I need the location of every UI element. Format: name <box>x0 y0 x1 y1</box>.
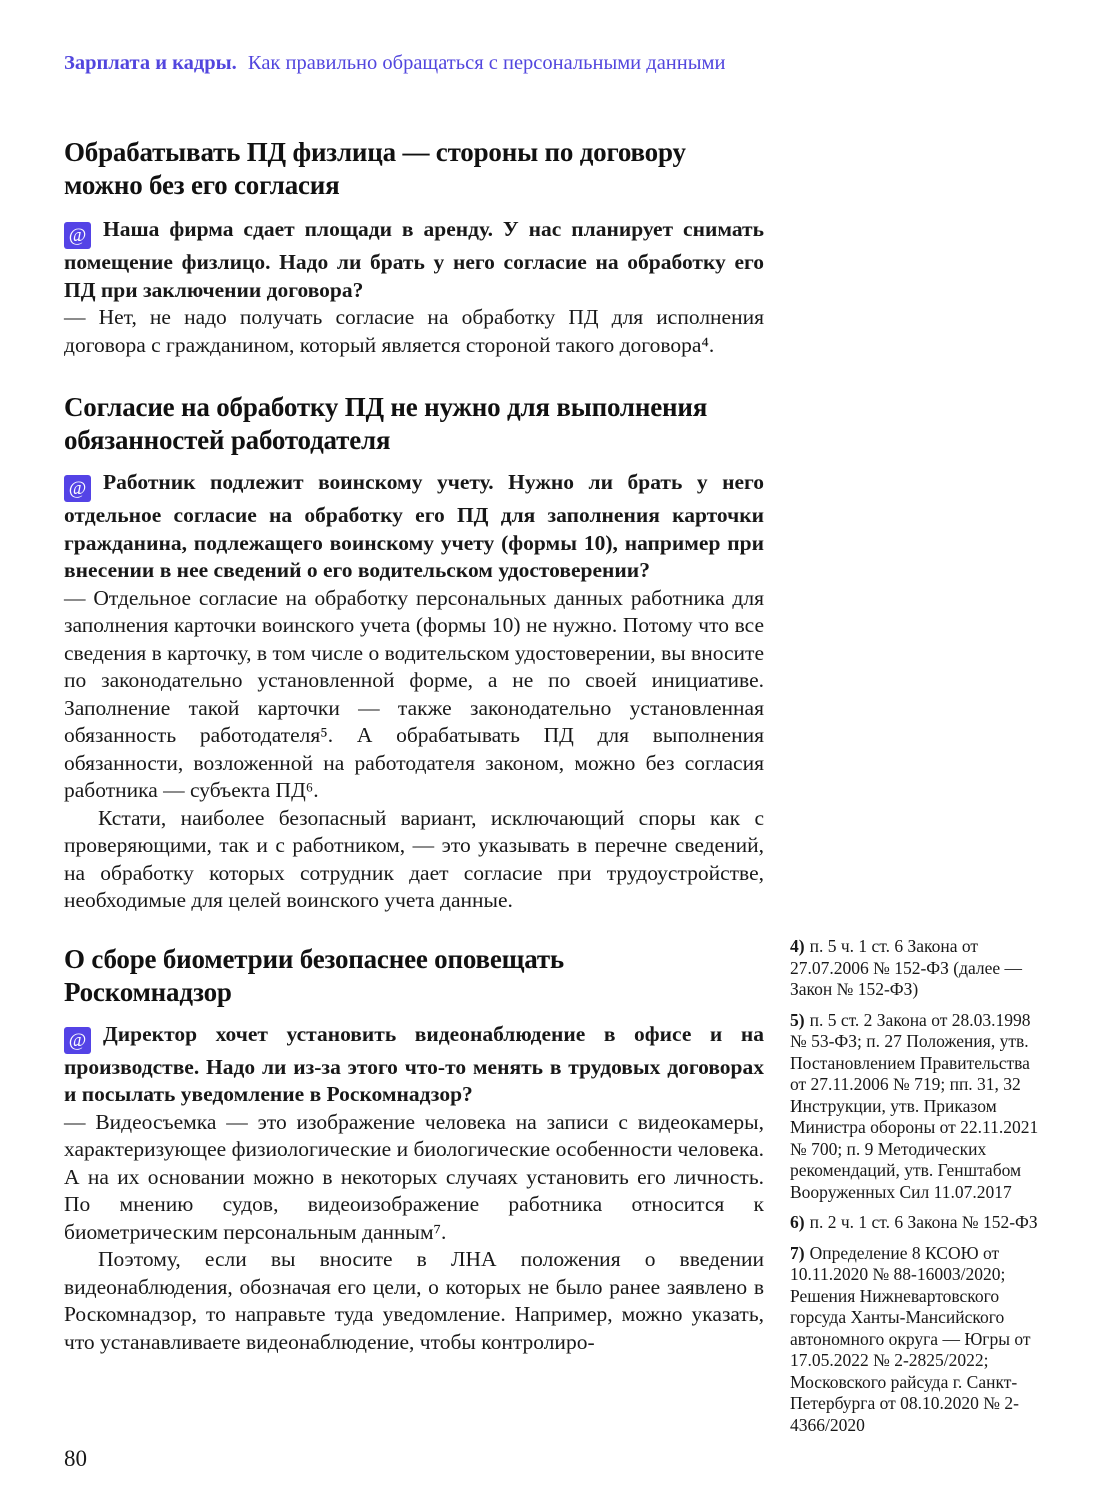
running-head-section: Зарплата и кадры. <box>64 52 237 74</box>
answer-3-extra: Поэтому, если вы вносите в ЛНА положения о введении видеонаблюдения, обозначая его цели, о которых не было ранее заявлено в Роскомнадзор, то направьте туда уведомление. Например, можно указать, что устанавливаете видеонаблюдение, чтобы контролиро- <box>64 1247 764 1354</box>
main-column <box>64 136 764 1356</box>
footnote-6-text: п. 2 ч. 1 ст. 6 Закона № 152-ФЗ <box>809 1212 1038 1232</box>
footnote-4-number: 4) <box>790 936 805 956</box>
question-2-text: Работник подлежит воинскому учету. Нужно ли брать у него отдельное согласие на обработку его ПД для заполнения карточки гражданина, подлежащего воинскому учету (формы 10), например при внесении в нее сведений о его водительском удостоверении? <box>64 470 764 582</box>
footnotes-sidebar <box>790 936 1048 1445</box>
section-heading-3: О сборе биометрии безопаснее оповещать Роскомнадзор <box>64 943 564 1007</box>
footnote-4-text: п. 5 ч. 1 ст. 6 Закона от 27.07.2006 № 152-ФЗ (далее — Закон № 152-ФЗ) <box>790 936 1023 999</box>
answer-2-extra: Кстати, наиболее безопасный вариант, исключающий споры как с проверяющими, так и с работником, — это указывать в перечне сведений, на обработку которых сотрудник дает согласие при трудоустройстве, необходимые для целей воинского учета данные. <box>64 805 764 912</box>
question-3 <box>64 1021 764 1109</box>
at-icon: @ <box>64 222 91 249</box>
answer-2: — Отдельное согласие на обработку персональных данных работника для заполнения карточки воинского учета (формы 10) не нужно. Потому что все сведения в карточку, в том числе о водительском удостоверении, вы вносите по законодательно установленной форме, а не по своей инициативе. Заполнение такой карточки — также законодательно установленная обязанность работодателя⁵. А обрабатывать ПД для выполнения обязанности, возложенной на работодателя законом, можно без согласия работника — субъекта ПД⁶. <box>64 585 764 802</box>
question-3-text: Директор хочет установить видеонаблюдение в офисе и на производстве. Надо ли из-за этого что-то менять в трудовых договорах и посылать уведомление в Роскомнадзор? <box>64 1021 764 1106</box>
running-head-subtitle: Как правильно обращаться с персональными данными <box>247 52 726 74</box>
footnote-5 <box>790 1010 1048 1204</box>
footnote-6 <box>790 1212 1048 1234</box>
section-heading-2: Согласие на обработку ПД не нужно для выполнения обязанностей работодателя <box>64 392 708 455</box>
footnote-5-number: 5) <box>790 1009 805 1030</box>
page-number: 80 <box>64 1446 87 1471</box>
question-1-text: Наша фирма сдает площади в аренду. У нас планирует снимать помещение физлицо. Надо ли брать у него согласие на обработку его ПД при заключении договора? <box>64 217 764 302</box>
footnote-7-number: 7) <box>790 1242 805 1263</box>
section-heading-1: Обрабатывать ПД физлица — стороны по договору можно без его согласия <box>64 137 686 200</box>
at-icon: @ <box>64 475 91 502</box>
question-2 <box>64 469 764 585</box>
footnote-7 <box>790 1243 1048 1437</box>
answer-1: — Нет, не надо получать согласие на обработку ПД для исполнения договора с гражданином, который является стороной такого договора⁴. <box>64 305 764 357</box>
footnote-5-text: п. 5 ст. 2 Закона от 28.03.1998 № 53-ФЗ; п. 27 Положения, утв. Постановлением Правительства от 27.11.2006 № 719; пп. 31, 32 Инструкции, утв. Приказом Министра обороны от 22.11.2021 № 700; п. 9 Методических рекомендаций, утв. Генштабом Вооруженных Сил 11.07.2017 <box>790 1009 1039 1202</box>
footnote-6-number: 6) <box>790 1212 805 1232</box>
running-head <box>64 50 1044 76</box>
footnote-4 <box>790 936 1048 1001</box>
at-icon: @ <box>64 1027 91 1054</box>
answer-3: — Видеосъемка — это изображение человека на записи с видеокамеры, характеризующее физиологические и биологические особенности человека. А на их основании можно в некоторых случаях установить его личность. По мнению судов, видеоизображение работника относится к биометрическим персональным данным⁷. <box>64 1109 764 1244</box>
footnote-7-text: Определение 8 КСОЮ от 10.11.2020 № 88-16003/2020; Решения Нижневартовского горсуда Ханты-Мансийского автономного округа — Югры от 17.05.2022 № 2-2825/2022; Московского райсуда г. Санкт-Петербурга от 08.10.2020 № 2-4366/2020 <box>790 1242 1031 1435</box>
question-1 <box>64 216 764 304</box>
